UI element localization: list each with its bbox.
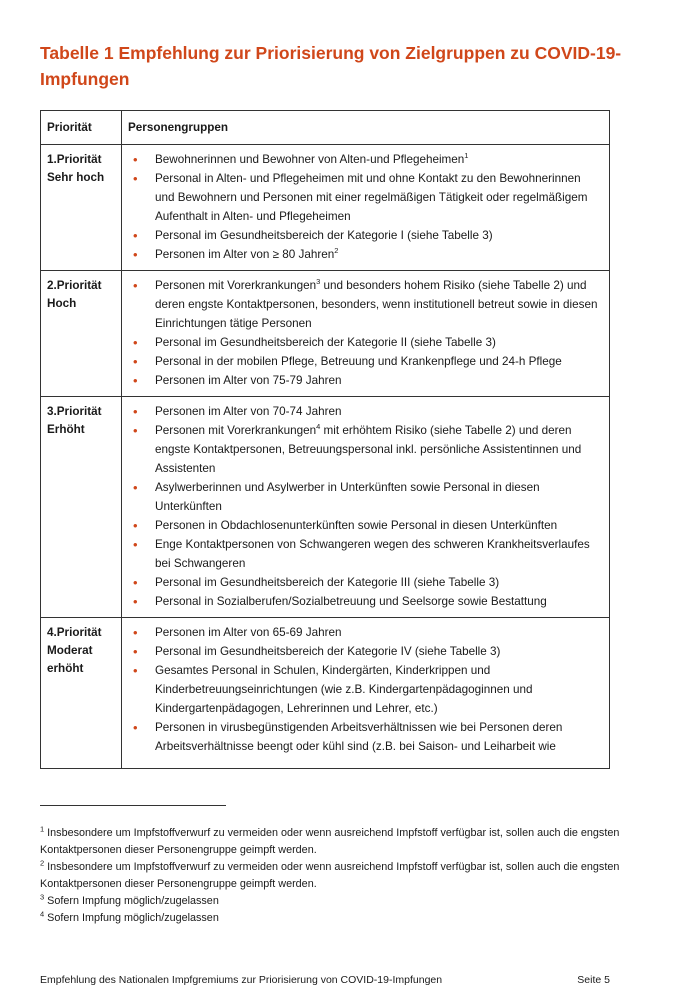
list-item xyxy=(128,150,603,169)
list-item-text: Personal im Gesundheitsbereich der Kategorie I (siehe Tabelle 3) xyxy=(155,229,493,242)
priority-label: Sehr hoch xyxy=(47,171,105,184)
priority-label: Moderat xyxy=(47,644,93,657)
list-item-text: Personen in Obdachlosenunterkünften sowie Personal in diesen Unterkünften xyxy=(155,519,558,532)
list-item xyxy=(128,371,603,390)
list-item-text: Personal in Sozialberufen/Sozialbetreuung und Seelsorge sowie Bestattung xyxy=(155,595,547,608)
list-item-text-continued: und besonders hohem Risiko (siehe Tabelle 2) und deren engste Kontaktpersonen, besonders, wenn institutionell betreut sowie in diesen Einrichtungen tätige Personen xyxy=(155,279,598,330)
list-item-text: Personen mit Vorerkrankungen xyxy=(155,279,317,292)
list-item xyxy=(128,169,603,226)
list-item xyxy=(128,421,603,478)
page-title: Tabelle 1 Empfehlung zur Priorisierung von Zielgruppen zu COVID-19-Impfungen xyxy=(40,43,622,89)
footnote xyxy=(40,859,620,893)
footnote xyxy=(40,910,620,927)
header-groups: Personengruppen xyxy=(122,111,610,145)
footnote-text: Insbesondere um Impfstoffverwurf zu vermeiden oder wenn ausreichend Impfstoff verfügbar ist, sollen auch die engsten Kontaktpersonen dieser Personengruppe geimpft werden. xyxy=(40,861,620,890)
priority-label: Erhöht xyxy=(47,423,85,436)
priority-label: erhöht xyxy=(47,662,84,675)
groups-cell xyxy=(122,618,610,769)
list-item xyxy=(128,718,603,756)
priority-label: 1.Priorität xyxy=(47,153,102,166)
list-item xyxy=(128,623,603,642)
group-list xyxy=(128,150,603,264)
group-list xyxy=(128,276,603,390)
footnote-mark: 3 xyxy=(40,892,45,902)
group-list xyxy=(128,402,603,611)
list-item-text: Personal in Alten- und Pflegeheimen mit und ohne Kontakt zu den Bewohnerinnen und Bewohnern und Personen mit einer regelmäßigen Tätigkeit oder regelmäßigem Aufenthalt in Alten- und Pflegeheimen xyxy=(155,172,588,223)
list-item-text: Personal im Gesundheitsbereich der Kategorie II (siehe Tabelle 3) xyxy=(155,336,496,349)
page-number: Seite 5 xyxy=(577,974,610,986)
footnote-mark: 4 xyxy=(40,909,45,919)
priority-cell xyxy=(41,271,122,397)
priority-table xyxy=(40,110,610,769)
footnote-mark: 2 xyxy=(40,858,45,868)
priority-label: Hoch xyxy=(47,297,77,310)
priority-cell xyxy=(41,618,122,769)
footnote-text: Sofern Impfung möglich/zugelassen xyxy=(47,895,219,907)
footnote xyxy=(40,825,620,859)
footnote-reference[interactable]: 1 xyxy=(464,151,469,161)
list-item xyxy=(128,226,603,245)
priority-label: 3.Priorität xyxy=(47,405,102,418)
footnote-mark: 1 xyxy=(40,824,45,834)
list-item xyxy=(128,402,603,421)
page-footer xyxy=(40,974,610,986)
list-item xyxy=(128,333,603,352)
list-item xyxy=(128,642,603,661)
list-item-text: Personen im Alter von 70-74 Jahren xyxy=(155,405,342,418)
footnote-reference[interactable]: 2 xyxy=(334,246,339,256)
table-body xyxy=(41,145,610,769)
table-row xyxy=(41,397,610,618)
list-item xyxy=(128,245,603,264)
priority-cell xyxy=(41,397,122,618)
list-item-text: Personen im Alter von ≥ 80 Jahren xyxy=(155,248,335,261)
footnote-text: Insbesondere um Impfstoffverwurf zu vermeiden oder wenn ausreichend Impfstoff verfügbar ist, sollen auch die engsten Kontaktpersonen dieser Personengruppe geimpft werden. xyxy=(40,827,620,856)
list-item xyxy=(128,276,603,333)
list-item-text: Personal in der mobilen Pflege, Betreuung und Krankenpflege und 24-h Pflege xyxy=(155,355,562,368)
list-item xyxy=(128,478,603,516)
footnote-text: Sofern Impfung möglich/zugelassen xyxy=(47,912,219,924)
list-item-text: Personen in virusbegünstigenden Arbeitsverhältnissen wie bei Personen deren Arbeitsverhältnisse beengt oder kühl sind (z.B. bei Saison- und Leiharbeit wie xyxy=(155,721,563,753)
list-item-text: Personen mit Vorerkrankungen xyxy=(155,424,317,437)
table-row xyxy=(41,271,610,397)
groups-cell xyxy=(122,145,610,271)
footnote-reference[interactable]: 4 xyxy=(316,422,321,432)
priority-label: 2.Priorität xyxy=(47,279,102,292)
priority-cell xyxy=(41,145,122,271)
groups-cell xyxy=(122,271,610,397)
groups-cell xyxy=(122,397,610,618)
list-item-text: Gesamtes Personal in Schulen, Kindergärten, Kinderkrippen und Kinderbetreuungseinrichtungen (wie z.B. Kindergartenpädagoginnen und Kindergartenpädagogen, Lehrerinnen und Lehrer, etc.) xyxy=(155,664,533,715)
list-item-text: Enge Kontaktpersonen von Schwangeren wegen des schweren Krankheitsverlaufes bei Schwangeren xyxy=(155,538,590,570)
list-item-text: Personen im Alter von 75-79 Jahren xyxy=(155,374,342,387)
list-item-text-continued: mit erhöhtem Risiko (siehe Tabelle 2) und deren engste Kontaktpersonen, Betreuungspersonal inkl. persönliche Assistentinnen und Assistenten xyxy=(155,424,582,475)
list-item xyxy=(128,573,603,592)
list-item-text: Bewohnerinnen und Bewohner von Alten-und Pflegeheimen xyxy=(155,153,465,166)
list-item xyxy=(128,352,603,371)
list-item-text: Asylwerberinnen und Asylwerber in Unterkünften sowie Personal in diesen Unterkünften xyxy=(155,481,540,513)
list-item-text: Personal im Gesundheitsbereich der Kategorie III (siehe Tabelle 3) xyxy=(155,576,500,589)
footnote-separator xyxy=(40,805,226,806)
table-header-row xyxy=(41,111,610,145)
group-list xyxy=(128,623,603,756)
list-item-text: Personal im Gesundheitsbereich der Kategorie IV (siehe Tabelle 3) xyxy=(155,645,501,658)
footnote xyxy=(40,893,620,910)
footnote-reference[interactable]: 3 xyxy=(316,277,321,287)
list-item-text: Personen im Alter von 65-69 Jahren xyxy=(155,626,342,639)
list-item xyxy=(128,516,603,535)
priority-label: 4.Priorität xyxy=(47,626,102,639)
list-item xyxy=(128,535,603,573)
list-item xyxy=(128,592,603,611)
header-priority: Priorität xyxy=(41,111,122,145)
list-item xyxy=(128,661,603,718)
table-row xyxy=(41,145,610,271)
footer-document-title: Empfehlung des Nationalen Impfgremiums zur Priorisierung von COVID-19-Impfungen xyxy=(40,974,443,986)
table-row xyxy=(41,618,610,769)
footnotes xyxy=(40,825,620,927)
